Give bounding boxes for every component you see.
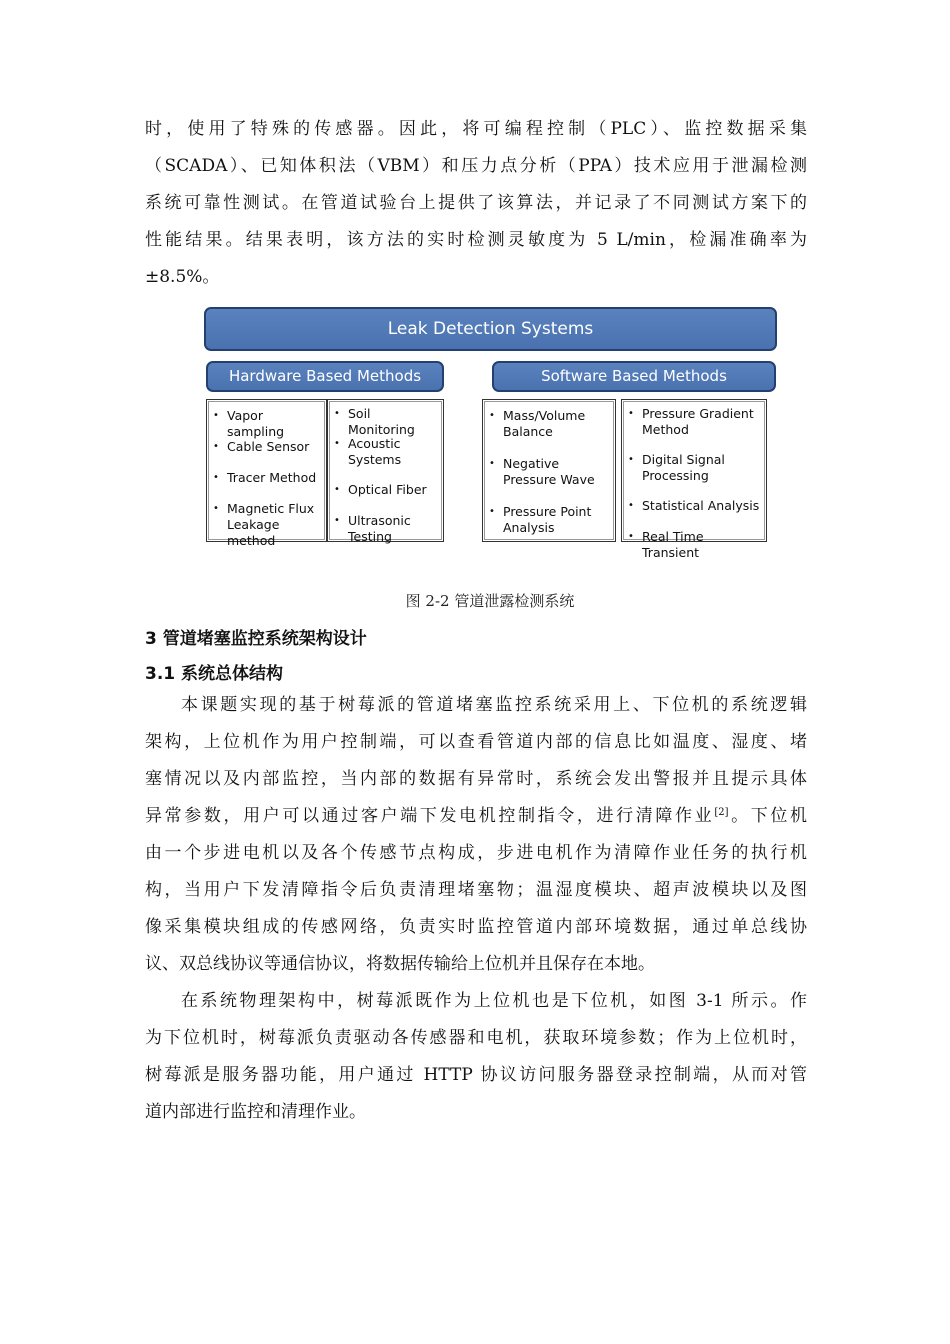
para1-line-6: 构，当用户下发清障指令后负责清理堵塞物；温湿度模块、超声波模块以及图	[145, 880, 807, 900]
software-list-1	[482, 399, 616, 542]
list-item: • Acoustic Systems	[348, 436, 439, 468]
para1-line-3: 塞情况以及内部监控，当内部的数据有异常时，系统会发出警报并且提示具体	[145, 769, 807, 789]
para1-line-8: 议、双总线协议等通信协议，将数据传输给上位机并且保存在本地。	[145, 954, 655, 974]
hardware-methods-bar: Hardware Based Methods	[206, 361, 444, 392]
list-item: • Cable Sensor	[227, 439, 322, 455]
para1-line-4-tail: 。下位机	[728, 806, 808, 826]
para2-line-2: 为下位机时，树莓派负责驱动各传感器和电机，获取环境参数；作为上位机时，	[145, 1028, 807, 1048]
list-item: • Statistical Analysis	[642, 498, 762, 514]
para1-line-4-text: 异常参数，用户可以通过客户端下发电机控制指令，进行清障作业	[145, 806, 715, 826]
list-item: • Optical Fiber	[348, 482, 439, 498]
para1-line-4	[145, 805, 807, 827]
intro-line-3: 系统可靠性测试。在管道试验台上提供了该算法，并记录了不同测试方案下的	[145, 193, 807, 213]
list-item: • Real Time Transient	[642, 529, 762, 561]
software-list-2	[621, 399, 767, 560]
list-item: • Digital Signal Processing	[642, 452, 762, 484]
list-item: • Vapor sampling	[227, 408, 322, 440]
para1-line-5: 由一个步进电机以及各个传感节点构成，步进电机作为清障作业任务的执行机	[145, 843, 807, 863]
list-item: • Tracer Method	[227, 470, 322, 486]
para2-line-1: 在系统物理架构中，树莓派既作为上位机也是下位机，如图 3-1 所示。作	[181, 991, 807, 1011]
list-item: • Pressure Gradient Method	[642, 406, 762, 438]
subsection-heading: 3.1 系统总体结构	[145, 664, 284, 684]
intro-line-4: 性能结果。结果表明，该方法的实时检测灵敏度为 5 L/min，检漏准确率为	[145, 230, 807, 250]
hardware-list-1	[206, 399, 327, 548]
list-item: • Mass/Volume Balance	[503, 408, 611, 440]
leak-detection-diagram	[204, 307, 779, 560]
hardware-list-2	[327, 399, 444, 542]
para1-line-7: 像采集模块组成的传感网络，负责实时监控管道内部环境数据，通过单总线协	[145, 917, 807, 937]
list-item: • Ultrasonic Testing	[348, 513, 439, 545]
para2-line-4: 道内部进行监控和清理作业。	[145, 1102, 366, 1122]
intro-line-1: 时，使用了特殊的传感器。因此，将可编程控制（PLC）、监控数据采集	[145, 119, 807, 139]
intro-line-2: （SCADA）、已知体积法（VBM）和压力点分析（PPA）技术应用于泄漏检测	[145, 156, 807, 176]
figure-caption: 图 2-2 管道泄露检测系统	[405, 592, 575, 610]
para1-line-1: 本课题实现的基于树莓派的管道堵塞监控系统采用上、下位机的系统逻辑	[181, 695, 807, 715]
intro-line-5: ±8.5%。	[145, 267, 220, 287]
list-item: • Negative Pressure Wave	[503, 456, 611, 488]
list-item: • Pressure Point Analysis	[503, 504, 611, 536]
para1-line-2: 架构，上位机作为用户控制端，可以查看管道内部的信息比如温度、湿度、堵	[145, 732, 807, 752]
diagram-title-bar: Leak Detection Systems	[204, 307, 777, 351]
software-methods-bar: Software Based Methods	[492, 361, 776, 392]
section-heading: 3 管道堵塞监控系统架构设计	[145, 629, 367, 649]
list-item: • Magnetic Flux Leakage method	[227, 501, 322, 549]
para2-line-3: 树莓派是服务器功能，用户通过 HTTP 协议访问服务器登录控制端，从而对管	[145, 1065, 807, 1085]
citation-ref: [2]	[714, 807, 729, 818]
list-item: • Soil Monitoring	[348, 406, 439, 438]
